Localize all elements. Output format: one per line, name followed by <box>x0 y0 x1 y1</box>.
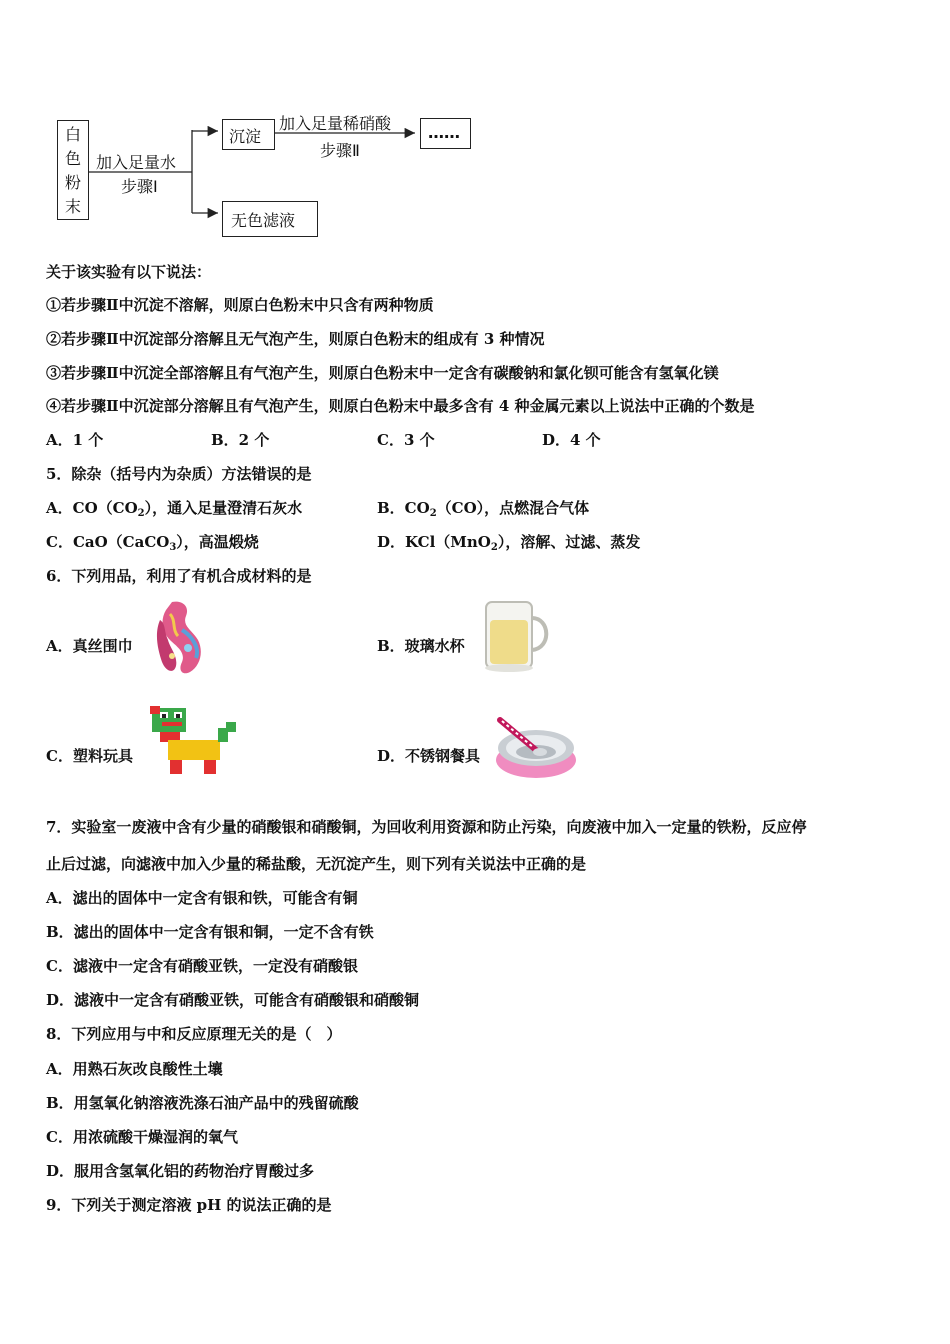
steel-bowl-image <box>490 714 580 782</box>
q4-statement-4: ④若步骤Ⅱ中沉淀部分溶解且有气泡产生，则原白色粉末中最多含有 4 种金属元素以上说法中正确的个数是 <box>46 397 755 415</box>
q4-statement-3: ③若步骤Ⅱ中沉淀全部溶解且有气泡产生，则原白色粉末中一定含有碳酸钠和氯化钡可能含有氢氧化镁 <box>46 364 719 382</box>
flow-filtrate-box <box>222 201 318 237</box>
flow-start-char: 粉 <box>64 173 81 192</box>
q4-statement-2: ②若步骤Ⅱ中沉淀部分溶解且无气泡产生，则原白色粉末的组成有 3 种情况 <box>46 330 545 348</box>
silk-scarf-image <box>152 600 210 676</box>
q7-option-b: B．滤出的固体中一定含有银和铜，一定不含有铁 <box>46 923 374 941</box>
q6-option-c: C．塑料玩具 <box>46 747 133 765</box>
flow-precipitate-label: 沉淀 <box>229 127 262 146</box>
q8-option-a: A．用熟石灰改良酸性土壤 <box>46 1060 223 1078</box>
q6-option-b: B．玻璃水杯 <box>377 637 465 655</box>
q4-option-c: C．3 个 <box>377 431 435 449</box>
q6-option-d: D．不锈钢餐具 <box>377 747 481 765</box>
q4-option-a: A．1 个 <box>46 431 104 449</box>
q7-stem-line2: 止后过滤，向滤液中加入少量的稀盐酸，无沉淀产生，则下列有关说法中正确的是 <box>46 855 587 873</box>
flow-step1-top: 加入足量水 <box>96 153 177 172</box>
q4-intro: 关于该实验有以下说法： <box>46 263 212 281</box>
flow-arrows <box>0 0 950 260</box>
q5-option-b-text: B．CO <box>377 499 430 517</box>
flow-start-char: 白 <box>64 125 81 144</box>
q5-option-a-text: A．CO（CO <box>46 499 138 517</box>
q8-option-d: D．服用含氢氧化铝的药物治疗胃酸过多 <box>46 1162 315 1180</box>
flow-filtrate-label: 无色滤液 <box>231 211 296 230</box>
q8-stem: 8．下列应用与中和反应原理无关的是（ ） <box>46 1025 342 1043</box>
glass-cup-image <box>480 598 556 676</box>
flow-step2-top: 加入足量稀硝酸 <box>279 114 392 133</box>
q5-option-a <box>46 498 302 524</box>
q7-stem-line1: 7．实验室一废液中含有少量的硝酸银和硝酸铜，为回收利用资源和防止污染，向废液中加入一定量的铁粉，反应停 <box>46 818 807 836</box>
q5-option-d-text2: ），溶解、过滤、蒸发 <box>497 533 641 551</box>
q5-option-a-sub: 2 <box>137 508 145 519</box>
flow-step1-bottom: 步骤Ⅰ <box>121 177 158 196</box>
flow-start-char: 色 <box>64 149 81 168</box>
q5-option-d-text: D．KCl（MnO <box>377 533 491 551</box>
q5-stem: 5．除杂（括号内为杂质）方法错误的是 <box>46 465 312 483</box>
q7-option-d: D．滤液中一定含有硝酸亚铁，可能含有硝酸银和硝酸铜 <box>46 991 420 1009</box>
flow-step2-bottom: 步骤Ⅱ <box>320 141 360 160</box>
q4-statement-1: ①若步骤Ⅱ中沉淀不溶解，则原白色粉末中只含有两种物质 <box>46 296 434 314</box>
q5-option-b-text2: （CO），点燃混合气体 <box>436 499 590 517</box>
q5-option-c-sub: 3 <box>169 542 177 553</box>
q5-option-b <box>377 498 589 524</box>
q7-option-c: C．滤液中一定含有硝酸亚铁，一定没有硝酸银 <box>46 957 358 975</box>
flow-start-char: 末 <box>64 197 81 216</box>
q5-option-b-sub: 2 <box>429 508 437 519</box>
q8-option-b: B．用氢氧化钠溶液洗涤石油产品中的残留硫酸 <box>46 1094 359 1112</box>
q8-option-c: C．用浓硫酸干燥湿润的氧气 <box>46 1128 238 1146</box>
flow-precipitate-box <box>222 119 275 150</box>
flow-result-label: …… <box>428 123 460 142</box>
q5-option-c-text2: ），高温煅烧 <box>176 533 259 551</box>
q7-option-a: A．滤出的固体中一定含有银和铁，可能含有铜 <box>46 889 358 907</box>
flow-result-box <box>420 118 471 149</box>
q5-option-c-text: C．CaO（CaCO <box>46 533 170 551</box>
q5-option-d-sub: 2 <box>490 542 498 553</box>
q4-option-d: D．4 个 <box>542 431 601 449</box>
q5-option-a-text2: ），通入足量澄清石灰水 <box>144 499 303 517</box>
q9-stem: 9．下列关于测定溶液 pH 的说法正确的是 <box>46 1196 332 1214</box>
q5-option-d <box>377 532 640 558</box>
q6-option-a: A．真丝围巾 <box>46 637 133 655</box>
q6-stem: 6．下列用品，利用了有机合成材料的是 <box>46 567 312 585</box>
q4-option-b: B．2 个 <box>211 431 270 449</box>
q5-option-c <box>46 532 259 558</box>
plastic-toy-image <box>146 704 242 780</box>
